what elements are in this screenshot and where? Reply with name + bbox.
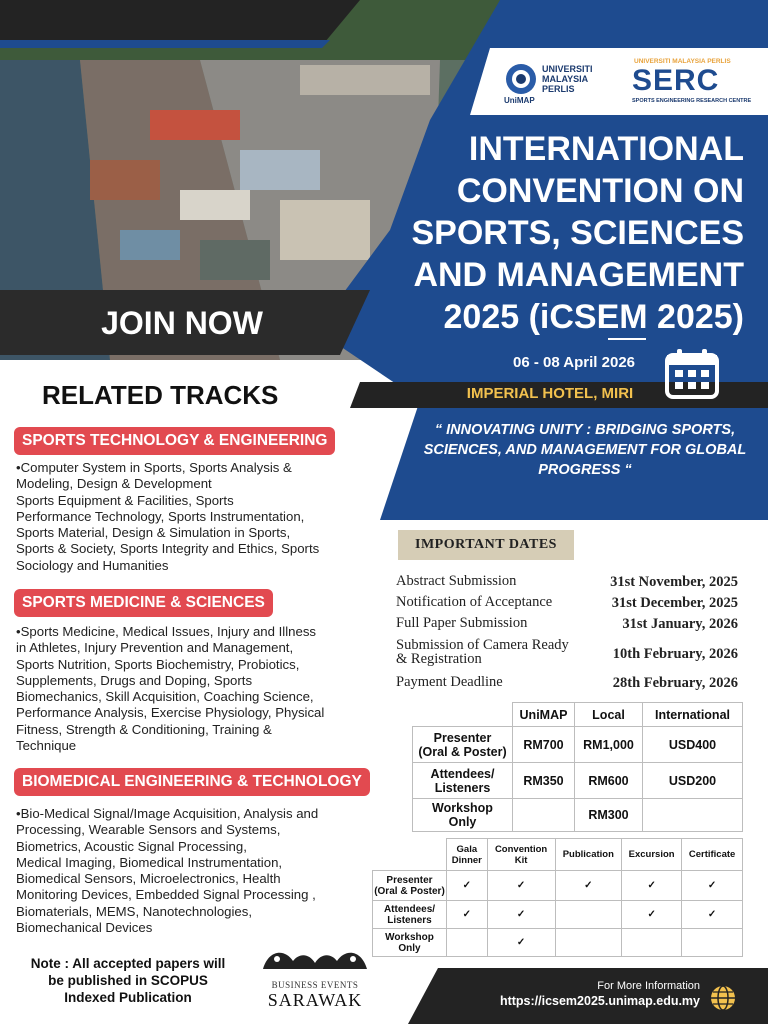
tick-cell: ✓ bbox=[487, 871, 555, 901]
unimap-line1: UNIVERSITI bbox=[542, 64, 593, 74]
registration-fee-table bbox=[412, 702, 743, 832]
fee-unimap: RM350 bbox=[513, 763, 575, 799]
table-row bbox=[373, 929, 743, 957]
track-body-biomedical: •Bio-Medical Signal/Image Acquisition, Analysis and Processing, Wearable Sensors and Systems, Biometrics, Acoustic Signal Processing, Medical Imaging, Biomedical Instrumentation, Biomedical Sensors, Microelectronics, Health Monitoring Devices, Embedded Signal Processing , Biomaterials, MEMS, Nanotechnologies, Biomechanical Devices bbox=[16, 806, 319, 936]
table-row bbox=[413, 727, 743, 763]
fee-unimap: RM700 bbox=[513, 727, 575, 763]
hornbill-motif-icon bbox=[255, 945, 375, 975]
unimap-short: UniMAP bbox=[504, 96, 535, 105]
fee-header-unimap: UniMAP bbox=[513, 703, 575, 727]
inclusion-header-publication: Publication bbox=[555, 839, 622, 871]
inclusion-row-label: Workshop Only bbox=[373, 929, 447, 957]
more-info-text: For More Information bbox=[597, 980, 700, 992]
tick-cell: ✓ bbox=[682, 901, 743, 929]
inclusion-header-certificate: Certificate bbox=[682, 839, 743, 871]
serc-top: UNIVERSITI MALAYSIA PERLIS bbox=[634, 58, 731, 65]
track-title-sports-medicine: SPORTS MEDICINE & SCIENCES bbox=[14, 589, 273, 617]
fee-international: USD200 bbox=[643, 763, 743, 799]
tick-cell bbox=[447, 929, 488, 957]
date-row bbox=[396, 616, 738, 634]
inclusion-header-blank bbox=[373, 839, 447, 871]
serc-logo bbox=[626, 56, 762, 108]
fee-header-row bbox=[413, 703, 743, 727]
date-value: 10th February, 2026 bbox=[612, 646, 738, 662]
fee-local: RM1,000 bbox=[575, 727, 643, 763]
fee-international: USD400 bbox=[643, 727, 743, 763]
tick-cell bbox=[622, 929, 682, 957]
tick-cell bbox=[682, 929, 743, 957]
tick-cell: ✓ bbox=[555, 871, 622, 901]
serc-name: SERC bbox=[632, 64, 720, 97]
tick-cell: ✓ bbox=[447, 901, 488, 929]
conference-title: INTERNATIONAL CONVENTION ON SPORTS, SCIENCES AND MANAGEMENT 2025 (iCSEM 2025) bbox=[411, 130, 744, 336]
date-label: Abstract Submission bbox=[396, 573, 517, 589]
tick-cell: ✓ bbox=[487, 901, 555, 929]
date-label: Notification of Acceptance bbox=[396, 594, 553, 610]
tick-cell: ✓ bbox=[447, 871, 488, 901]
track-title-biomedical: BIOMEDICAL ENGINEERING & TECHNOLOGY bbox=[14, 768, 370, 796]
unimap-line3: PERLIS bbox=[542, 84, 575, 94]
inclusion-header-row bbox=[373, 839, 743, 871]
tick-cell bbox=[555, 929, 622, 957]
date-value: 31st November, 2025 bbox=[610, 574, 738, 590]
fee-row-label: Workshop Only bbox=[413, 799, 513, 832]
fee-international bbox=[643, 799, 743, 832]
date-value: 31st December, 2025 bbox=[611, 595, 738, 611]
inclusion-row-label: Presenter (Oral & Poster) bbox=[373, 871, 447, 901]
conference-dates: 06 - 08 April 2026 bbox=[512, 354, 635, 371]
fee-local: RM300 bbox=[575, 799, 643, 832]
table-row bbox=[413, 763, 743, 799]
date-label: Full Paper Submission bbox=[396, 615, 528, 631]
sarawak-big-text: SARAWAK bbox=[267, 990, 363, 1010]
inclusion-header-kit: Convention Kit bbox=[487, 839, 555, 871]
track-body-sports-tech: •Computer System in Sports, Sports Analysis & Modeling, Design & Development Sports Equipment & Facilities, Sports Performance Technology, Sports Instrumentation, Sports Material, Design & Simulation in Sports, Sports & Society, Sports Integrity and Ethics, Sports Sociology and Humanities bbox=[16, 460, 320, 573]
fee-header-international: International bbox=[643, 703, 743, 727]
business-events-sarawak-logo bbox=[250, 945, 380, 1011]
unimap-line2: MALAYSIA bbox=[542, 74, 589, 84]
fee-header-local: Local bbox=[575, 703, 643, 727]
inclusion-header-gala: Gala Dinner bbox=[447, 839, 488, 871]
date-row bbox=[396, 574, 738, 592]
calendar-icon bbox=[664, 348, 720, 400]
related-tracks-heading: RELATED TRACKS bbox=[42, 380, 279, 410]
tick-cell bbox=[555, 901, 622, 929]
table-row bbox=[413, 799, 743, 832]
tick-cell: ✓ bbox=[622, 901, 682, 929]
fee-header-blank bbox=[413, 703, 513, 727]
inclusion-header-excursion: Excursion bbox=[622, 839, 682, 871]
website-link[interactable]: https://icsem2025.unimap.edu.my bbox=[499, 994, 700, 1008]
tick-cell: ✓ bbox=[487, 929, 555, 957]
venue: IMPERIAL HOTEL, MIRI bbox=[466, 385, 634, 402]
fee-unimap bbox=[513, 799, 575, 832]
inclusions-table bbox=[372, 838, 743, 957]
join-now-button[interactable]: JOIN NOW bbox=[101, 305, 263, 341]
date-label: Submission of Camera Ready & Registration bbox=[396, 637, 569, 667]
table-row bbox=[373, 901, 743, 929]
inclusion-row-label: Attendees/ Listeners bbox=[373, 901, 447, 929]
date-row bbox=[396, 595, 738, 613]
fee-local: RM600 bbox=[575, 763, 643, 799]
tick-cell: ✓ bbox=[622, 871, 682, 901]
date-row bbox=[396, 638, 738, 670]
track-body-sports-medicine: •Sports Medicine, Medical Issues, Injury and Illness in Athletes, Injury Prevention and Management, Sports Nutrition, Sports Biochemistry, Probiotics, Supplements, Drugs and Doping, Sports Biomechanics, Skill Acquisition, Coaching Science, Performance Analysis, Exercise Physiology, Physical Fitness, Strength & Conditioning, Training & Technique bbox=[16, 624, 325, 754]
date-value: 28th February, 2026 bbox=[612, 675, 738, 691]
conference-theme: “ INNOVATING UNITY : BRIDGING SPORTS, SCIENCES, AND MANAGEMENT FOR GLOBAL PROGRESS “ bbox=[423, 422, 747, 478]
tick-cell: ✓ bbox=[682, 871, 743, 901]
track-title-sports-tech: SPORTS TECHNOLOGY & ENGINEERING bbox=[14, 427, 335, 455]
date-label: Payment Deadline bbox=[396, 674, 503, 690]
unimap-emblem-icon bbox=[504, 62, 538, 96]
date-row bbox=[396, 675, 738, 693]
fee-row-label: Attendees/ Listeners bbox=[413, 763, 513, 799]
serc-sub: SPORTS ENGINEERING RESEARCH CENTRE bbox=[632, 98, 752, 104]
fee-row-label: Presenter (Oral & Poster) bbox=[413, 727, 513, 763]
sarawak-small-text: BUSINESS EVENTS bbox=[271, 980, 359, 990]
date-value: 31st January, 2026 bbox=[622, 616, 738, 632]
unimap-logo bbox=[500, 56, 620, 108]
scopus-note: Note : All accepted papers will be published in SCOPUS Indexed Publication bbox=[30, 956, 226, 1005]
important-dates-heading: IMPORTANT DATES bbox=[398, 530, 574, 560]
table-row bbox=[373, 871, 743, 901]
globe-icon bbox=[710, 985, 736, 1011]
